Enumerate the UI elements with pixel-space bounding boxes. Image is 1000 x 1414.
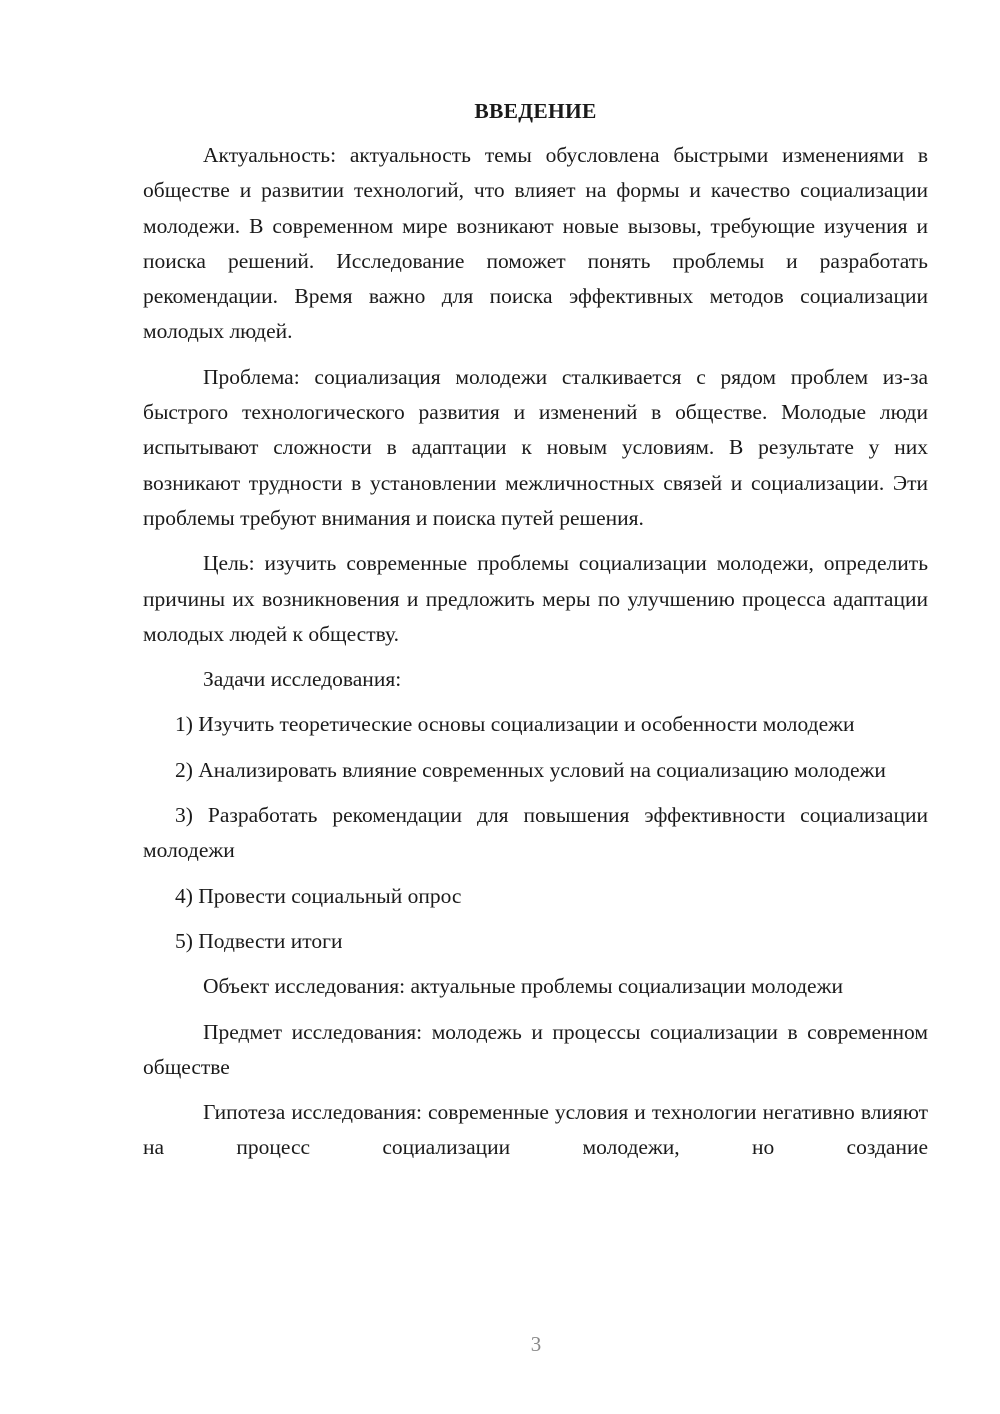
page-title: ВВЕДЕНИЕ <box>474 99 597 123</box>
paragraph-goal: Цель: изучить современные проблемы социализации молодежи, определить причины их возникновения и предложить меры по улучшению процесса адаптации молодых людей к обществу. <box>143 551 928 646</box>
paragraph-problem: Проблема: социализация молодежи сталкивается с рядом проблем из-за быстрого технологического развития и изменений в обществе. Молодые люди испытывают сложности в адаптации к новым условиям. В результате у них возникают трудности в установлении межличностных связей и социализации. Эти проблемы требуют внимания и поиска путей решения. <box>143 364 928 530</box>
page-number: 3 <box>530 1332 542 1356</box>
paragraph-tasks-heading: Задачи исследования: <box>203 667 402 692</box>
task-item-2: 2) Анализировать влияние современных условий на социализацию молодежи <box>175 757 886 782</box>
task-item-1: 1) Изучить теоретические основы социализации и особенности молодежи <box>175 712 855 737</box>
paragraph-subject: Предмет исследования: молодежь и процессы социализации в современном обществе <box>143 1019 928 1079</box>
paragraph-hypothesis: Гипотеза исследования: современные условия и технологии негативно влияют на процесс социализации молодежи, но создание <box>143 1100 928 1160</box>
paragraph-relevance: Актуальность: актуальность темы обусловлена быстрыми изменениями в обществе и развитии технологий, что влияет на формы и качество социализации молодежи. В современном мире возникают новые вызовы, требующие изучения и поиска решений. Исследование поможет понять проблемы и разработать рекомендации. Время важно для поиска эффективных методов социализации молодых людей. <box>143 143 928 344</box>
paragraph-object: Объект исследования: актуальные проблемы социализации молодежи <box>203 974 843 999</box>
document-page <box>143 96 928 1176</box>
task-item-3: 3) Разработать рекомендации для повышения эффективности социализации молодежи <box>143 803 928 863</box>
task-item-4: 4) Провести социальный опрос <box>175 883 462 908</box>
task-item-5: 5) Подвести итоги <box>175 928 343 953</box>
